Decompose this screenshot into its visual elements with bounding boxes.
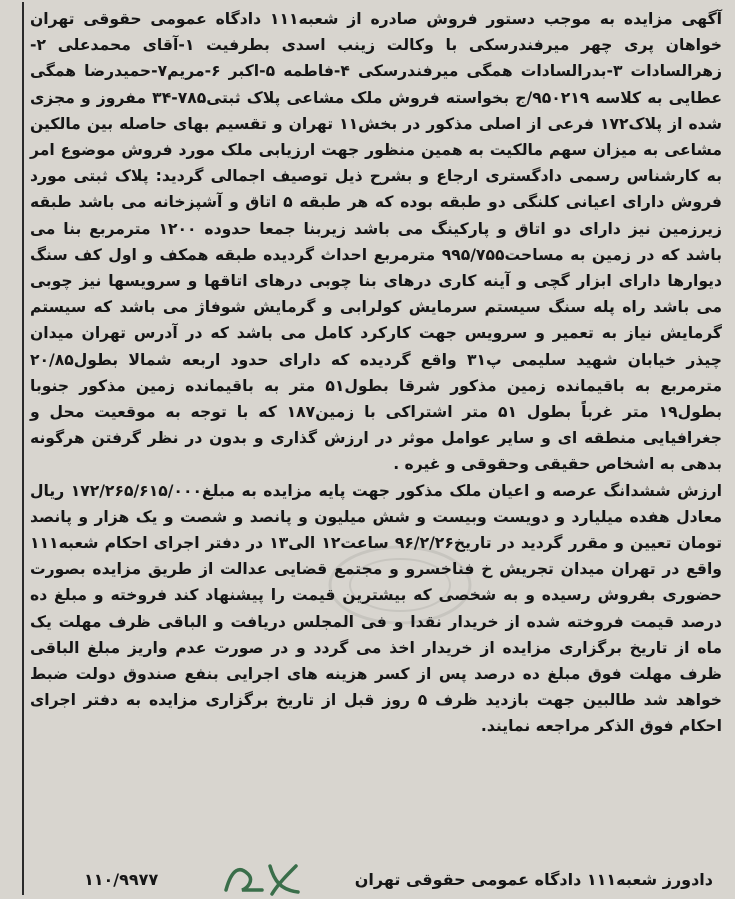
notice-paragraph-description: آگهی مزایده به موجب دستور فروش صادره از شعبه۱۱۱ دادگاه عمومی حقوقی تهران خواهان پری چهر میرفندرسکی با وکالت زینب اسدی بطرفیت ۱-آقای محمدعلی ۲-زهرالسادات ۳-بدرالسادات همگی میرفندرسکی ۴-فاطمه ۵-اکبر ۶-مریم۷-حمیدرضا همگی عطایی به کلاسه ۹۵۰۲۱۹/ج بخواسته فروش ملک مشاعی پلاک ثبتی۷۸۵-۳۴ مفروز و مجزی شده از پلاک۱۷۲ فرعی از اصلی مذکور در بخش۱۱ تهران و تقسیم بهای حاصله بین مالکین مشاعی به میزان سهم مالکیت به همین منظور جهت ارزیابی ملک مورد فروش موضوع امر به کارشناس رسمی دادگستری ارجاع و بشرح ذیل توصیف اجمالی گردید: پلاک ثبتی مورد فروش دارای اعیانی کلنگی دو طبقه بوده که هر طبقه ۵ اتاق و آشپزخانه می باشد طبقه زیرزمین نیز دارای دو اتاق و پارکینگ می باشد زیربنا جمعا حدوده ۱۲۰۰ مترمربع بنا می باشد که در زمین به مساحت۹۹۵/۷۵۵ مترمربع احداث گردیده طبقه همکف و اول کف سنگ دیوارها دارای ابزار گچی و آینه کاری درهای بنا چوبی درهای اتاقها و سرویسها نیز چوبی می باشد راه پله سنگ سیستم سرمایش کولرابی و گرمایش شوفاژ می باشد که سیستم گرمایش نیاز به تعمیر و سرویس جهت کارکرد کامل می باشد که در آدرس تهران میدان چیذر خیابان شهید سلیمی پ۳۱ واقع گردیده که دارای حدود اربعه شمالا بطول۲۰/۸۵ مترمربع به باقیمانده زمین مذکور شرقا بطول۵۱ متر به باقیمانده زمین مذکور جنوبا بطول۱۹ متر غرباً بطول ۵۱ متر اشتراکی با زمین۱۸۷ که با توجه به موقعیت محل و جغرافیایی منطقه ای و سایر عوامل موثر در ارزش گذاری و بدون در نظر گرفتن هرگونه بدهی به اشخاص حقیقی وحقوقی و غیره .	[30, 10, 723, 474]
signature-line: دادورز شعبه۱۱۱ دادگاه عمومی حقوقی تهران	[354, 870, 713, 889]
notice-footer	[30, 860, 721, 894]
auction-notice-text	[30, 6, 722, 740]
notice-paragraph-valuation: ارزش ششدانگ عرصه و اعیان ملک مذکور جهت پایه مزایده به مبلغ۱۷۲/۲۶۵/۶۱۵/۰۰۰ ریال معادل هفده میلیارد و دویست وبیست و شش میلیون و پانصد و شصت و یک هزار و پانصد تومان تعیین و مقرر گردید در تاریخ۹۶/۲/۲۶ ساعت۱۲ الی۱۳ در دفتر اجرای احکام شعبه۱۱۱ واقع در تهران میدان تجریش خ فناخسرو و مجتمع قضایی عدالت از طریق مزایده بصورت حضوری بفروش رسیده و به شخصی که بیشترین قیمت را پیشنهاد کند فروخته و مبلغ ده درصد قیمت فروخته شده از خریدار نقدا و فی المجلس دریافت و الباقی ظرف مهلت یک ماه از تاریخ برگزاری مزایده از خریدار اخذ می گردد و در صورت عدم واریز مبلغ الباقی ظرف مهلت فوق مبلغ ده درصد پس از کسر هزینه های اجرایی بنفع صندوق دولت ضبط خواهد شد طالبین جهت بازدید ظرف ۵ روز قبل از تاریخ برگزاری مزایده به دفتر اجرای احکام فوق الذکر مراجعه نمایند.	[30, 481, 723, 736]
reference-number: ۱۱۰/۹۹۷۷	[84, 870, 159, 889]
handwritten-mark	[218, 860, 308, 896]
